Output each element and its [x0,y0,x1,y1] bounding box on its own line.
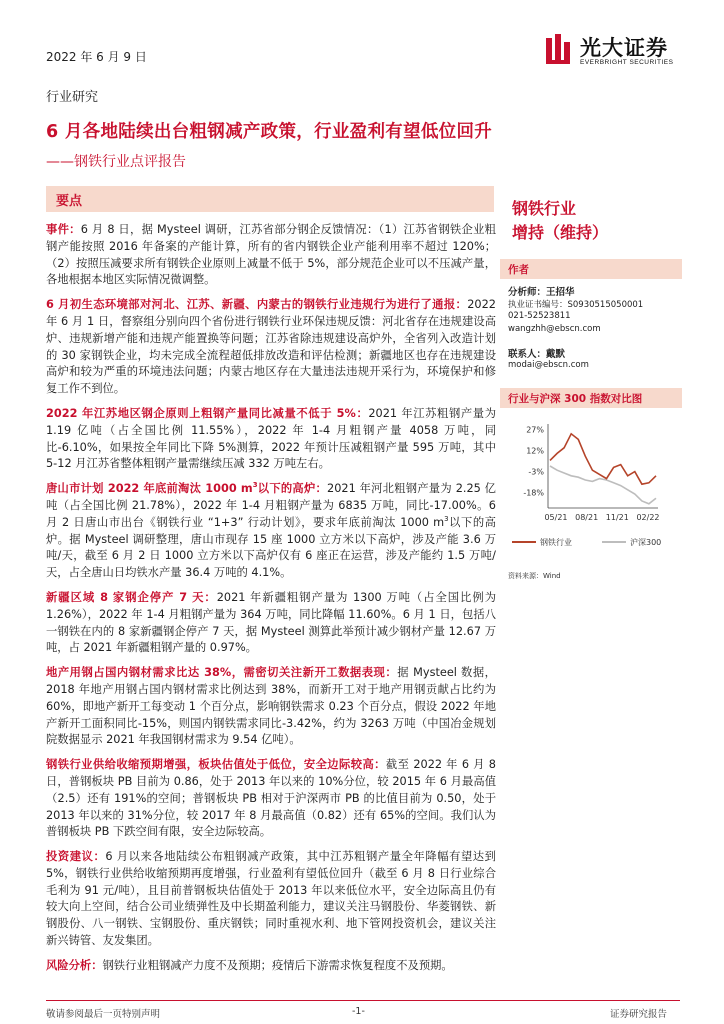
paragraph-lead: 2022 年江苏地区钢企原则上粗钢产量同比减量不低于 5%： [46,406,369,420]
contact-name: 联系人：戴默 [508,349,566,360]
paragraph-text: 6 月 8 日，据 Mysteel 调研，江苏省部分钢企反馈情况：（1）江苏省钢铁企业粗钢产能按照 2016 年备案的产能计算，所有的省内钢铁企业产能利用率不超过 120%；（2）按照压减要求所有钢铁企业原则上减量不低于 5%，部分规范企业可以不压减产量，各地根据本地区实际情况微调整。 [46,223,496,287]
paragraph-tangshan [46,481,496,582]
paragraph-text: 6 月以来各地陆续公布粗钢减产政策，其中江苏粗钢产量全年降幅有望达到 5%，钢铁行业供给收缩预期再度增强，行业盈利有望低位回升（截至 6 月 8 日行业综合毛利为 91 元/吨），且目前普钢板块估值处于 2013 年以来低位水平，安全边际高且仍有较大向上空间，结合公司业绩弹性及中长期盈利能力，建议关注马钢股份、华菱钢铁、新钢股份、八一钢铁、宝钢股份、重庆钢铁；同时重视水利、地下管网投资机会，建议关注新兴铸管、友发集团。 [46,850,496,948]
summary-label: 要点 [56,194,83,209]
footer-report-type: 证券研究报告 [610,1009,668,1020]
logo-mark-icon [544,32,574,66]
paragraph-lead: 投资建议： [46,850,106,864]
paragraph-lead [46,482,327,495]
paragraph-lead: 新疆区域 8 家钢企停产 7 天： [46,590,217,604]
x-tick-label: 11/21 [605,513,629,522]
paragraph-text-a: 2021 年河北粗钢产量为 2.25 亿吨（占全国比例 21.78%），2022 年 1-4 月粗钢产量为 6835 万吨，同比-17.00%。6 月 2 日唐山市出台《钢铁行业 “1+3” 行动计划》，要求年底前淘汰 1000 m [46,482,496,529]
paragraph-text: 钢铁行业粗钢减产力度不及预期；疫情后下游需求恢复程度不及预期。 [102,958,453,972]
paragraph-risk [46,958,496,975]
y-tick-label: -18% [523,488,544,498]
footer-disclaimer: 敬请参阅最后一页特别声明 [46,1009,161,1020]
contact-email[interactable]: modai@ebscn.com [508,360,589,370]
paragraph-text: 2021 年新疆粗钢产量为 1300 万吨（占全国比例为 1.26%），2022 年 1-4 月粗钢产量为 364 万吨，同比降幅 11.60%。6 月 1 日，包括八一钢铁在内的 8 家新疆钢企停产 7 天，据 Mysteel 测算此举预计减少钢材产量 12.67 万吨，占 2021 年新疆粗钢产量的 0.97%。 [46,590,496,655]
paragraph-environment [46,297,496,398]
paragraph-xinjiang [46,590,496,657]
paragraph-text: 截至 2022 年 6 月 8 日，普钢板块 PB 目前为 0.86，处于 2013 年以来的 10%分位，较 2015 年 6 月最高值（2.5）还有 191%的空间；普钢板块 PB 相对于沪深两市 PB 的比值目前为 0.50，处于 2013 年以来的 31%分位，较 2017 年 8 月最高值（0.82）还有 65%的空间。我们认为普钢板块 PB 下跌空间有限，安全边际较高。 [46,758,496,839]
paragraph-lead: 6 月初生态环境部对河北、江苏、新疆、内蒙古的钢铁行业违规行为进行了通报： [46,298,468,312]
y-tick-label: 12% [526,446,544,456]
analyst-email[interactable]: wangzhh@ebscn.com [508,324,601,334]
x-tick-label: 08/21 [575,513,599,522]
paragraph-investment [46,849,496,950]
page-number: -1- [352,1006,365,1017]
series-line [550,434,656,484]
analyst-name: 分析师：王招华 [508,287,575,298]
chart-header [500,388,682,408]
paragraph-event [46,222,496,289]
rating-sector: 钢铁行业 [512,199,577,218]
rating-value: 增持（维持） [512,223,609,242]
legend-label: 钢铁行业 [540,538,572,547]
lead-sup: 3 [252,481,258,490]
text-sup: 3 [444,514,449,523]
comparison-chart [498,416,682,568]
series-line [550,466,656,504]
analyst-phone: 021-52523811 [508,311,571,321]
author-label: 作者 [508,264,529,276]
paragraph-text: 2021 年江苏粗钢产量为 1.19 亿吨（占全国比例 11.55%），2022 年 1-4 月粗钢产量 4058 万吨，同比-6.10%，如果按全年同比下降 5%测算，2022 年预计压减粗钢产量 595 万吨，其中 5-12 月江苏省整体粗钢产量需继续压减 332 万吨左右。 [46,406,497,471]
chart-source: 资料来源：Wind [508,572,561,580]
analyst-license: 执业证书编号：S0930515050001 [508,300,644,310]
report-body [46,222,496,983]
x-tick-label: 02/22 [636,513,660,522]
paragraph-jiangsu [46,406,496,473]
paragraph-text: 据 Mysteel 数据，2018 年地产用钢占国内钢材需求比例达到 38%，而新开工对于地产用钢贡献占比约为 60%，即地产新开工每变动 1 个百分点，影响钢铁需求 0.23 个百分点，假设 2022 年地产新开工面积同比-15%，则国内钢铁需求同比-3.42%，约为 3263 万吨（中国冶金规划院数据显示 2021 年我国钢材需求为 9.54 亿吨）。 [46,666,496,747]
author-header [500,259,682,279]
summary-header [46,186,494,212]
paragraph-lead: 地产用钢占国内钢材需求比达 38%，需密切关注新开工数据表现： [46,666,398,680]
paragraph-lead: 钢铁行业供给收缩预期增强，板块估值处于低位，安全边际较高： [46,758,386,772]
paragraph-text-b: 以下的高炉。据 Mysteel 调研整理，唐山市现存 15 座 1000 立方米以下高炉，涉及产能 3.6 万吨/天，截至 6 月 2 日 1000 立方米以下高炉仅有 6 座正在运营，涉及产能约 1.5 万吨/天，占全唐山日均铁水产量 36.4 万吨的 4.1%。 [46,515,496,580]
legend-label: 沪深300 [630,538,662,547]
logo-text-en: EVERBRIGHT SECURITIES [580,59,674,66]
x-tick-label: 05/21 [544,513,568,522]
footer-divider [46,1000,680,1001]
y-tick-label: 27% [526,425,544,435]
page-title: 6 月各地陆续出台粗钢减产政策，行业盈利有望低位回升 [46,122,493,142]
logo-text-cn: 光大证券 [580,36,668,60]
paragraph-text: 2022 年 6 月 1 日，督察组分别向四个省份进行钢铁行业环保违规反馈：河北省存在违规建设高炉、违规新增产能和违规产能置换等问题；江苏省除违规建设高炉外，全省列入改造计划的 30 家钢铁企业，均未完成全流程超低排放改造和评估检测；新疆地区也存在违规建设高炉和较为严重的环境违法问题；内蒙古地区存在大量违法违规开采行为，环境保护和修复工作不到位。 [46,298,496,396]
page-subtitle: ——钢铁行业点评报告 [46,154,186,170]
lead-part: 唐山市计划 2022 年底前淘汰 1000 m [46,482,253,496]
y-tick-label: -3% [528,467,544,477]
report-date: 2022 年 6 月 9 日 [46,50,147,64]
paragraph-real-estate [46,665,496,749]
paragraph-lead: 风险分析： [46,958,103,972]
paragraph-valuation [46,757,496,841]
chart-title: 行业与沪深 300 指数对比图 [508,393,643,405]
lead-tail: 以下的高炉： [257,482,328,496]
paragraph-lead: 事件： [46,223,81,236]
company-logo [544,30,694,70]
report-category: 行业研究 [46,90,99,105]
